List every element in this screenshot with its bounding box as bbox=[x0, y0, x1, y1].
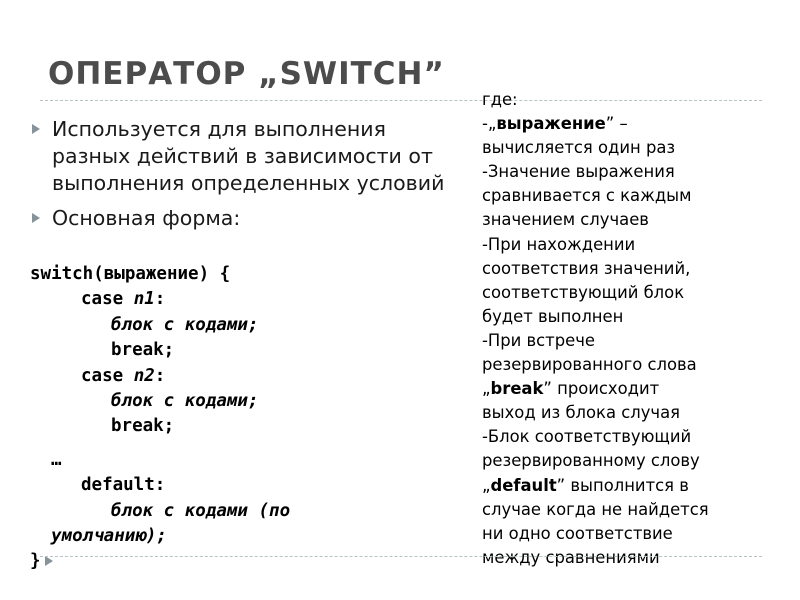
notes-column bbox=[482, 88, 772, 570]
code-keyword-case: case bbox=[81, 365, 134, 386]
code-value-n1: n1 bbox=[133, 289, 155, 310]
note-keyword-break: break bbox=[490, 379, 544, 399]
note-line bbox=[482, 474, 772, 498]
code-colon: : bbox=[154, 365, 166, 386]
note-line: выход из блока случая bbox=[482, 403, 680, 423]
bullet-arrow-icon bbox=[32, 213, 40, 223]
bullet-text-usage: Используется для выполнения разных действий в зависимости от выполнения определенных условий bbox=[52, 117, 445, 195]
bottom-divider bbox=[40, 556, 762, 557]
slide-title: ОПЕРАТОР „SWITCH” bbox=[48, 56, 445, 92]
note-line: соответствующий блок bbox=[482, 282, 685, 302]
bullet-arrow-icon bbox=[32, 124, 40, 134]
note-quote-close: ” выполнится в bbox=[556, 475, 689, 495]
bullet-arrow-icon bbox=[45, 556, 53, 566]
note-line: резервированному слову bbox=[482, 451, 700, 471]
note-line: ни одно соответствие bbox=[482, 523, 673, 543]
code-line-case1 bbox=[30, 287, 450, 312]
note-line: где: bbox=[482, 90, 518, 109]
code-line-break2: break; bbox=[111, 416, 175, 437]
code-line-close bbox=[30, 549, 450, 574]
code-line-break1: break; bbox=[111, 340, 175, 361]
note-keyword-default: default bbox=[490, 475, 557, 495]
note-line: сравнивается с каждым bbox=[482, 186, 692, 206]
note-keyword-expression: выражение bbox=[496, 114, 606, 134]
code-line-block1 bbox=[30, 313, 450, 338]
code-line-switch: switch(выражение) { bbox=[30, 264, 231, 284]
code-gap bbox=[30, 440, 450, 448]
note-line: -При встрече bbox=[482, 330, 595, 350]
bullet-item-usage bbox=[32, 116, 452, 197]
bullet-item-form bbox=[32, 205, 452, 232]
code-line-case2 bbox=[30, 364, 450, 389]
code-closing-brace: } bbox=[30, 551, 41, 572]
bullet-list bbox=[32, 116, 452, 232]
note-quote-open: „ bbox=[482, 379, 491, 399]
note-quote-close: ” – bbox=[605, 114, 628, 134]
note-line: значением случаев bbox=[482, 210, 649, 230]
note-line: резервированного слова bbox=[482, 355, 697, 375]
note-line bbox=[482, 377, 772, 401]
code-line-ellipsis: … bbox=[51, 449, 62, 470]
code-default-block-text: блок с кодами (по умолчанию); bbox=[51, 500, 291, 547]
note-quote-close: ” происходит bbox=[543, 379, 660, 399]
note-line: -Блок соответствующий bbox=[482, 427, 692, 447]
bullet-text-form: Основная форма: bbox=[52, 206, 241, 230]
code-line-block2 bbox=[30, 389, 450, 414]
code-block-text: блок с кодами; bbox=[111, 314, 259, 335]
code-keyword-case: case bbox=[81, 289, 134, 310]
code-line-default-block bbox=[30, 499, 351, 550]
note-line: вычисляется один раз bbox=[482, 138, 676, 158]
note-line: будет выполнен bbox=[482, 306, 624, 326]
note-quote-open: „ bbox=[482, 475, 491, 495]
code-block bbox=[30, 262, 450, 575]
code-line-default: default: bbox=[81, 475, 166, 496]
note-quote-open: -„ bbox=[482, 114, 497, 134]
code-colon: : bbox=[154, 289, 166, 310]
code-value-n2: n2 bbox=[133, 365, 155, 386]
note-line: соответствия значений, bbox=[482, 258, 691, 278]
note-line bbox=[482, 112, 772, 136]
note-line: -При нахождении bbox=[482, 234, 636, 254]
note-line: между сравнениями bbox=[482, 547, 660, 567]
code-block-text: блок с кодами; bbox=[111, 391, 259, 412]
note-line: -Значение выражения bbox=[482, 162, 675, 182]
note-line: случае когда не найдется bbox=[482, 499, 709, 519]
